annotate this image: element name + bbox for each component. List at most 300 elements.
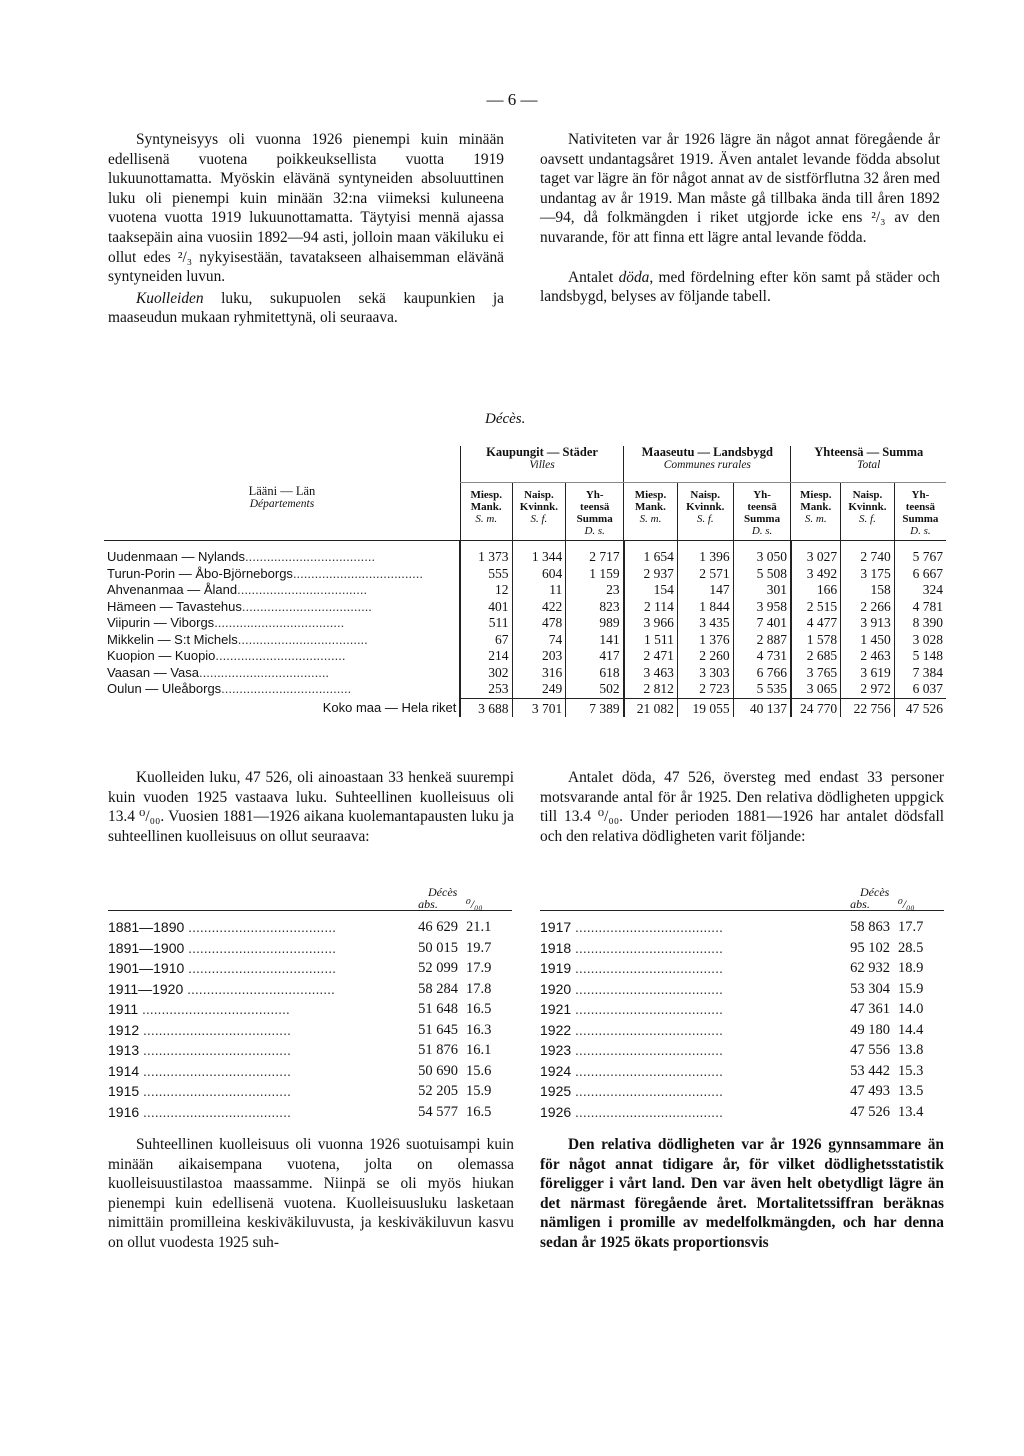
absolute-deaths: 51 648 (418, 1001, 458, 1017)
absolute-deaths: 50 690 (418, 1062, 458, 1079)
leader-dots: ...................................... (184, 960, 336, 976)
sv-p2-pre: Antalet (568, 268, 619, 286)
value-cell: 3 027 (791, 541, 841, 566)
subhead-text: Yh- (753, 489, 771, 501)
swedish-intro-paragraph-2 (540, 268, 940, 307)
death-rate: 17.7 (898, 919, 924, 935)
value-cell: 40 137 (733, 698, 791, 717)
value-cell: 11 (512, 582, 566, 599)
leader-dots: ...................................... (138, 1001, 290, 1017)
subhead-text: S. m. (804, 513, 827, 525)
value-cell: 3 463 (624, 665, 678, 682)
death-rate: 15.6 (466, 1062, 492, 1079)
period-label (540, 958, 830, 979)
right-mortality-table (540, 886, 944, 1122)
leader-dots: .................................... (237, 582, 368, 597)
subhead-text: Naisp. (524, 489, 554, 501)
value-cell: 5 535 (733, 681, 791, 698)
subhead-text: Kvinnk. (686, 501, 725, 513)
department-label (104, 615, 460, 632)
group-title-fr: Communes rurales (663, 459, 751, 471)
period-text: 1924 (540, 1062, 572, 1079)
period-label (540, 1061, 830, 1082)
value-cell: 316 (512, 665, 566, 682)
absolute-deaths: 49 180 (850, 1021, 890, 1038)
leader-dots: ...................................... (571, 1062, 723, 1079)
value-cell: 823 (566, 599, 624, 616)
department-name: Kuopion — Kuopio (107, 648, 216, 663)
value-cell: 2 812 (624, 681, 678, 698)
value-cell: 154 (624, 582, 678, 599)
value-cell: 7 384 (894, 665, 946, 682)
leader-dots: ...................................... (571, 919, 723, 935)
absolute-deaths: 52 099 (418, 960, 458, 976)
female-subheader (841, 483, 895, 541)
deces-head: Décès (428, 885, 458, 899)
department-name: Viipurin — Viborgs (107, 615, 215, 630)
period-text: 1913 (108, 1042, 140, 1058)
period-label (540, 1102, 830, 1123)
value-cell: 5 767 (894, 541, 946, 566)
value-cell: 401 (460, 599, 512, 616)
sv-p2-text: , med fördelning efter kön samt på städer och landsbygd, belyses av följande tabell. (540, 268, 940, 306)
table-title: Décès. (485, 411, 526, 427)
value-cell: 7 401 (733, 615, 791, 632)
value-cell: 3 065 (791, 681, 841, 698)
value-cell: 417 (566, 648, 624, 665)
subhead-text: S. f. (859, 513, 876, 525)
swedish-mid-paragraph: Antalet döda, 47 526, översteg med endast 33 personer motsvarande antal för år 1925. Den relativa dödligheten uppgick till 13.4 ⁰/₀₀. Under perioden 1881—1926 har antalet dödsfall och den relativa dödligheten varit följande: (540, 769, 944, 845)
period-text: 1911 (108, 1001, 139, 1017)
period-label (540, 1040, 830, 1061)
total-subheader (894, 483, 946, 541)
leader-dots: .................................... (241, 598, 372, 614)
group-header-rural (624, 446, 791, 483)
absolute-deaths: 51 876 (418, 1042, 458, 1058)
value-cell: 2 740 (841, 541, 895, 566)
value-cell: 618 (566, 665, 624, 682)
value-cell: 22 756 (841, 698, 895, 717)
death-rate: 28.5 (898, 939, 924, 956)
death-rate: 16.1 (466, 1042, 492, 1058)
value-cell: 6 037 (894, 681, 946, 698)
abs-head: abs. (850, 897, 870, 911)
table-row (104, 681, 946, 698)
value-cell: 214 (460, 648, 512, 665)
subhead-text: Mank. (470, 501, 502, 513)
death-rate: 14.4 (898, 1021, 924, 1038)
period-text: 1881—1890 (108, 919, 185, 935)
subhead-text: Miesp. (634, 489, 667, 501)
death-rate: 16.3 (466, 1021, 492, 1038)
value-cell: 3 688 (460, 698, 512, 717)
death-rate: 13.5 (898, 1083, 924, 1099)
period-label (540, 979, 830, 1000)
value-cell: 1 578 (791, 632, 841, 649)
value-cell: 3 435 (677, 615, 733, 632)
absolute-deaths: 46 629 (418, 919, 458, 935)
department-label (104, 566, 460, 583)
value-cell: 24 770 (791, 698, 841, 717)
mortality-row (108, 1081, 512, 1102)
female-subheader (677, 483, 733, 541)
period-text: 1912 (108, 1021, 140, 1038)
value-cell: 19 055 (677, 698, 733, 717)
death-rate: 13.4 (898, 1103, 924, 1120)
value-cell: 301 (733, 582, 791, 599)
value-cell: 3 492 (791, 566, 841, 583)
death-rate: 16.5 (466, 1103, 492, 1120)
group-header-cities (460, 446, 623, 483)
period-text: 1891—1900 (108, 939, 185, 956)
value-cell: 2 717 (566, 541, 624, 566)
value-cell: 3 765 (791, 665, 841, 682)
value-cell: 6 667 (894, 566, 946, 583)
value-cell: 67 (460, 632, 512, 649)
value-cell: 4 477 (791, 615, 841, 632)
mortality-row (108, 1061, 512, 1082)
leader-dots: ...................................... (571, 1021, 723, 1038)
department-label (104, 698, 460, 717)
mortality-row (540, 999, 944, 1020)
value-cell: 3 966 (624, 615, 678, 632)
subhead-text: Yh- (911, 489, 930, 501)
death-rate: 17.9 (466, 960, 492, 976)
swedish-intro-paragraph: Nativiteten var år 1926 lägre än något annat föregående år oavsett undantagsåret 1919. Även antalet levande födda absolut taget var lägre än för något annat av de sistförflutna 32 åren med undantag av år 1919. Man måste gå tillbaka ända till åren 1892—94, då folkmängden i riket utgjorde icke ens ²/₃ av den nuvarande, för att finna ett lägre antal levande födda. (540, 131, 940, 246)
value-cell: 2 471 (624, 648, 678, 665)
value-cell: 4 781 (894, 599, 946, 616)
mortality-row (540, 1020, 944, 1041)
value-cell: 249 (512, 681, 566, 698)
period-label (108, 917, 398, 938)
group-title: Kaupungit — Städer (486, 445, 598, 459)
period-label (108, 1040, 398, 1061)
department-label (104, 648, 460, 665)
absolute-deaths: 95 102 (850, 939, 890, 956)
period-text: 1920 (540, 980, 572, 997)
subhead-text: Miesp. (470, 489, 502, 501)
value-cell: 5 508 (733, 566, 791, 583)
value-cell: 8 390 (894, 615, 946, 632)
department-label (104, 681, 460, 698)
subhead-text: D. s. (910, 525, 931, 537)
department-name: Oulun — Uleåborgs (107, 681, 222, 696)
subhead-text: S. m. (639, 513, 662, 525)
subhead-text: Kvinnk. (519, 501, 559, 513)
absolute-deaths: 58 284 (418, 980, 458, 997)
period-label (108, 938, 398, 959)
male-subheader (460, 483, 512, 541)
male-subheader (791, 483, 841, 541)
value-cell: 203 (512, 648, 566, 665)
value-cell: 1 844 (677, 599, 733, 616)
department-name: Hämeen — Tavastehus (107, 598, 242, 614)
leader-dots: .................................... (199, 664, 330, 680)
value-cell: 3 303 (677, 665, 733, 682)
period-label (540, 1020, 830, 1041)
death-rate: 14.0 (898, 1001, 924, 1017)
subhead-text: Summa (744, 513, 781, 525)
subhead-text: Naisp. (852, 489, 883, 501)
absolute-deaths: 50 015 (418, 939, 458, 956)
absolute-deaths: 47 526 (850, 1103, 890, 1120)
finnish-end-text (108, 1135, 514, 1253)
table-row (104, 582, 946, 599)
death-rate: 15.3 (898, 1062, 924, 1079)
absolute-deaths: 62 932 (850, 960, 890, 976)
subhead-text: D. s. (584, 525, 605, 537)
kuolleiden-italic: Kuolleiden (136, 289, 204, 307)
value-cell: 989 (566, 615, 624, 632)
death-rate: 15.9 (466, 1083, 492, 1099)
swedish-intro (540, 130, 940, 307)
value-cell: 2 114 (624, 599, 678, 616)
period-text: 1911—1920 (108, 980, 184, 997)
department-name: Mikkelin — S:t Michels (107, 631, 238, 647)
subhead-text: Mank. (800, 501, 832, 513)
stub-header-fr: Départements (249, 498, 315, 510)
period-text: 1901—1910 (108, 960, 185, 976)
value-cell: 1 159 (566, 566, 624, 583)
leader-dots: ...................................... (139, 1021, 291, 1038)
male-subheader (624, 483, 678, 541)
leader-dots: ...................................... (571, 980, 723, 997)
leader-dots: .................................... (214, 615, 345, 630)
subhead-text: Summa (576, 513, 613, 525)
department-label (104, 541, 460, 566)
subhead-text: teensä (905, 501, 936, 513)
finnish-mid-paragraph: Kuolleiden luku, 47 526, oli ainoastaan 33 henkeä suurempi kuin vuoden 1925 vastaava luku. Suhteellinen kuolleisuus oli 13.4 ⁰/₀₀. Vuosien 1881—1926 aikana kuolemantapausten luku ja suhteellinen kuolleisuus on ollut seuraava: (108, 769, 514, 845)
value-cell: 3 619 (841, 665, 895, 682)
value-cell: 1 396 (677, 541, 733, 566)
value-cell: 2 515 (791, 599, 841, 616)
value-cell: 2 260 (677, 648, 733, 665)
leader-dots: ...................................... (139, 1062, 291, 1079)
swedish-mid-text (540, 768, 944, 846)
value-cell: 3 958 (733, 599, 791, 616)
swedish-end-text (540, 1135, 944, 1253)
department-label (104, 582, 460, 599)
period-label (108, 958, 398, 979)
period-label (540, 1081, 830, 1102)
group-header-total (791, 446, 946, 483)
value-cell: 2 685 (791, 648, 841, 665)
value-cell: 147 (677, 582, 733, 599)
subhead-text: S. f. (530, 513, 548, 525)
table-row (104, 615, 946, 632)
finnish-intro-paragraph: Syntyneisyys oli vuonna 1926 pienempi kuin minään edellisenä vuotena poikkeuksellista vuotta 1919 lukuunottamatta. Myöskin elävänä syntyneiden absoluuttinen luku oli pienempi kuin minään 32:na viimeksi kuluneena vuotena vuotta 1919 lukuunottamatta. Täytyisi mennä ajassa taaksepäin aina vuosiin 1892—94 asti, jolloin maan väkiluku ei ollut edes ²/₃ nykyisestään, tavatakseen alhaisemman elävänä syntyneiden luvun. (108, 131, 504, 286)
table-row (104, 599, 946, 616)
mortality-row (108, 917, 512, 938)
finnish-intro (108, 130, 504, 328)
subhead-text: Yh- (585, 489, 604, 501)
value-cell: 1 450 (841, 632, 895, 649)
mortality-row (540, 1061, 944, 1082)
leader-dots: ...................................... (571, 1083, 723, 1099)
subhead-text: Mank. (635, 501, 666, 513)
subhead-text: Summa (902, 513, 939, 525)
value-cell: 166 (791, 582, 841, 599)
period-label (108, 1020, 398, 1041)
death-rate: 13.8 (898, 1042, 924, 1058)
death-rate: 19.7 (466, 939, 492, 956)
value-cell: 158 (841, 582, 895, 599)
absolute-deaths: 47 556 (850, 1042, 890, 1058)
value-cell: 502 (566, 681, 624, 698)
leader-dots: ...................................... (571, 960, 723, 976)
period-text: 1926 (540, 1103, 572, 1120)
subhead-text: Miesp. (800, 489, 832, 501)
period-label (108, 1081, 398, 1102)
mortality-row (540, 938, 944, 959)
period-label (540, 917, 830, 938)
mortality-row (108, 999, 512, 1020)
period-text: 1916 (108, 1103, 140, 1120)
department-name: Vaasan — Vasa (107, 664, 200, 680)
death-rate: 18.9 (898, 960, 924, 976)
value-cell: 23 (566, 582, 624, 599)
value-cell: 47 526 (894, 698, 946, 717)
absolute-deaths: 47 361 (850, 1001, 890, 1017)
leader-dots: .................................... (221, 681, 352, 696)
subhead-text: teensä (747, 501, 777, 513)
value-cell: 3 701 (512, 698, 566, 717)
value-cell: 7 389 (566, 698, 624, 717)
leader-dots: .................................... (292, 565, 423, 581)
department-label (104, 599, 460, 616)
value-cell: 3 028 (894, 632, 946, 649)
value-cell: 4 731 (733, 648, 791, 665)
leader-dots: .................................... (215, 648, 346, 663)
department-label (104, 665, 460, 682)
table-row (104, 566, 946, 583)
table-total-row (104, 698, 946, 717)
department-name: Koko maa — Hela riket (322, 700, 457, 715)
value-cell: 422 (512, 599, 566, 616)
value-cell: 511 (460, 615, 512, 632)
value-cell: 2 266 (841, 599, 895, 616)
period-label (108, 1061, 398, 1082)
table-row (104, 665, 946, 682)
finnish-end-paragraph: Suhteellinen kuolleisuus oli vuonna 1926 suotuisampi kuin minään aikaisempana vuotena, jolta on olemassa kuolleisuustilastoa maassamme. Niinpä se oli myös hiukan pienempi kuin edellisenä vuotena. Kuolleisuusluku lasketaan nimittäin promilleina keskiväkiluvusta, ja keskiväkiluvun kasvu on ollut vuodesta 1925 suh- (108, 1136, 514, 1251)
mortality-row (540, 958, 944, 979)
finnish-intro-paragraph-2 (108, 289, 504, 328)
female-subheader (512, 483, 566, 541)
department-label (104, 632, 460, 649)
group-title-fr: Villes (529, 459, 555, 471)
leader-dots: ...................................... (139, 1103, 291, 1120)
group-title: Yhteensä — Summa (814, 445, 924, 459)
value-cell: 141 (566, 632, 624, 649)
leader-dots: ...................................... (184, 939, 336, 956)
fi-p2-text: luku, sukupuolen sekä kaupunkien ja maaseudun mukaan ryhmitettynä, oli seuraava. (108, 289, 504, 327)
leader-dots: ...................................... (139, 1083, 291, 1099)
value-cell: 74 (512, 632, 566, 649)
value-cell: 324 (894, 582, 946, 599)
value-cell: 21 082 (624, 698, 678, 717)
group-title-fr: Total (857, 459, 881, 471)
period-text: 1923 (540, 1042, 572, 1058)
mortality-row (540, 979, 944, 1000)
mortality-row (108, 1040, 512, 1061)
stub-header (104, 446, 460, 541)
value-cell: 2 972 (841, 681, 895, 698)
leader-dots: ...................................... (571, 1042, 723, 1058)
finnish-mid-text (108, 768, 514, 846)
absolute-deaths: 58 863 (850, 919, 890, 935)
subhead-text: Kvinnk. (848, 501, 887, 513)
department-name: Turun-Porin — Åbo-Björneborgs (107, 565, 293, 581)
value-cell: 1 376 (677, 632, 733, 649)
period-label (108, 1102, 398, 1123)
value-cell: 2 463 (841, 648, 895, 665)
absolute-deaths: 53 304 (850, 980, 890, 997)
swedish-end-paragraph: Den relativa dödligheten var år 1926 gynnsammare än för något annat tidigare år, för vilket dödlighetsstatistik föreligger i vårt land. Den var även helt obetydligt lägre än det närmast föregående året. Mortalitetssiffran beräknas nämligen i promille av medelfolkmängden, och har denna sedan år 1925 ökats proportionsvis (540, 1136, 944, 1251)
stub-header-fi: Lääni — Län (248, 484, 316, 498)
value-cell: 3 175 (841, 566, 895, 583)
period-text: 1915 (108, 1083, 140, 1099)
abs-head: abs. (418, 897, 438, 911)
period-label (108, 979, 398, 1000)
department-name: Ahvenanmaa — Åland (107, 582, 238, 597)
period-text: 1922 (540, 1021, 572, 1038)
period-text: 1919 (540, 960, 572, 976)
leader-dots: ...................................... (571, 1103, 723, 1120)
mortality-row (540, 917, 944, 938)
deces-head: Décès (860, 885, 890, 899)
value-cell: 12 (460, 582, 512, 599)
leader-dots: ...................................... (571, 1001, 723, 1017)
leader-dots: .................................... (245, 549, 376, 564)
left-mortality-table (108, 886, 512, 1122)
death-rate: 15.9 (898, 980, 924, 997)
department-name: Uudenmaan — Nylands (107, 549, 246, 564)
value-cell: 2 723 (677, 681, 733, 698)
period-label (540, 938, 830, 959)
permille-head: ⁰/₀₀ (898, 897, 915, 911)
death-rate: 16.5 (466, 1001, 492, 1017)
page-number: — 6 — (486, 90, 538, 109)
mortality-row (540, 1040, 944, 1061)
doda-italic: döda (618, 268, 650, 286)
value-cell: 1 373 (460, 541, 512, 566)
period-text: 1921 (540, 1001, 572, 1017)
subhead-text: D. s. (751, 525, 773, 537)
value-cell: 2 937 (624, 566, 678, 583)
leader-dots: ...................................... (139, 1042, 291, 1058)
subhead-text: S. m. (475, 513, 498, 525)
death-rate: 17.8 (466, 980, 492, 997)
group-title: Maaseutu — Landsbygd (641, 445, 773, 459)
value-cell: 1 654 (624, 541, 678, 566)
value-cell: 2 887 (733, 632, 791, 649)
mortality-row (540, 1081, 944, 1102)
value-cell: 253 (460, 681, 512, 698)
value-cell: 302 (460, 665, 512, 682)
total-subheader (566, 483, 624, 541)
absolute-deaths: 53 442 (850, 1062, 890, 1079)
subhead-text: teensä (580, 501, 610, 513)
value-cell: 5 148 (894, 648, 946, 665)
mortality-row (540, 1102, 944, 1123)
total-subheader (733, 483, 791, 541)
absolute-deaths: 51 645 (418, 1021, 458, 1038)
permille-head: ⁰/₀₀ (466, 897, 483, 911)
value-cell: 3 913 (841, 615, 895, 632)
value-cell: 2 571 (677, 566, 733, 583)
period-text: 1925 (540, 1083, 572, 1099)
mortality-row (108, 1020, 512, 1041)
